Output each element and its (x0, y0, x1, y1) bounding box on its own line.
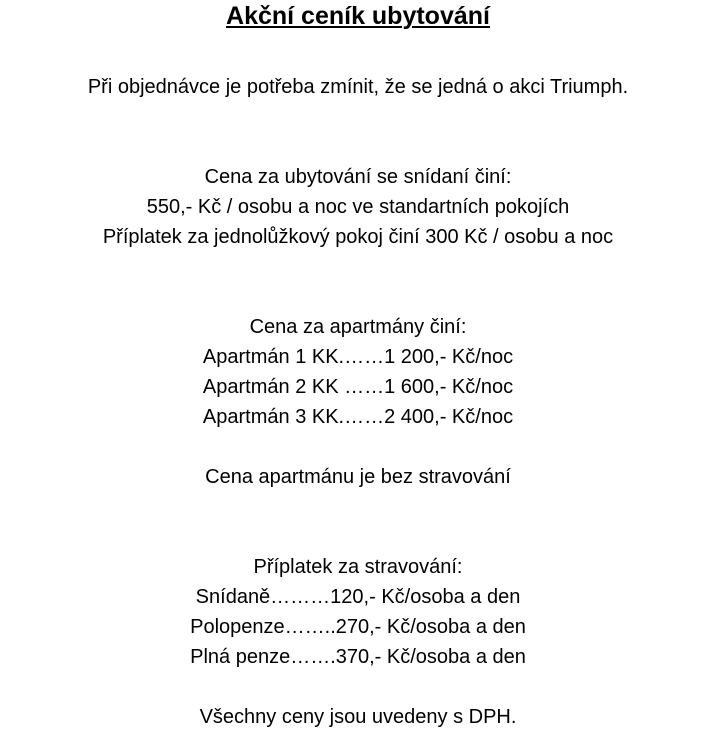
intro-text: Při objednávce je potřeba zmínit, že se jedná o akci Triumph. (87, 76, 629, 98)
apartment-price-line: Apartmán 2 KK ……1 600,- Kč/noc (202, 376, 514, 398)
meal-price-line: Polopenze……..270,- Kč/osoba a den (190, 616, 526, 638)
apartments-heading: Cena za apartmány činí: (249, 316, 467, 338)
vat-footer-note: Všechny ceny jsou uvedeny s DPH. (199, 706, 517, 728)
accommodation-heading: Cena za ubytování se snídaní činí: (204, 166, 512, 188)
meal-price-line: Snídaně………120,- Kč/osoba a den (195, 586, 521, 608)
document-title-text: Akční ceník ubytování (226, 2, 490, 30)
apartment-price-line: Apartmán 1 KK.……1 200,- Kč/noc (202, 346, 514, 368)
meals-heading: Příplatek za stravování: (253, 556, 463, 578)
accommodation-price-line: 550,- Kč / osobu a noc ve standartních pokojích (146, 196, 570, 218)
apartment-price-line: Apartmán 3 KK.……2 400,- Kč/noc (202, 406, 514, 428)
document-title (0, 0, 716, 32)
single-room-surcharge-line: Příplatek za jednolůžkový pokoj činí 300 Kč / osobu a noc (102, 226, 614, 248)
apartment-meals-note: Cena apartmánu je bez stravování (205, 466, 511, 488)
meal-price-line: Plná penze…….370,- Kč/osoba a den (190, 646, 526, 668)
